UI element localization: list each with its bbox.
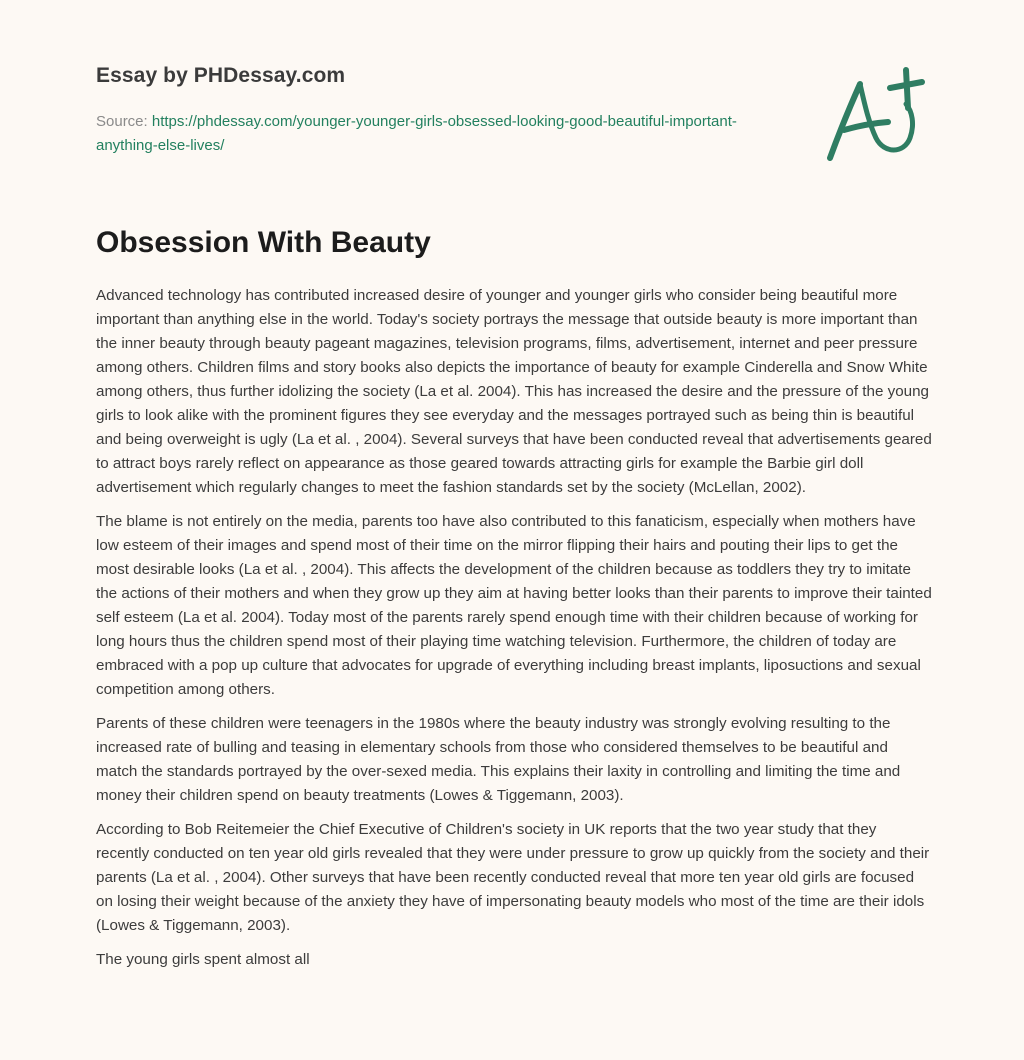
article-title: Obsession With Beauty [96,226,431,259]
source-line [96,110,796,158]
source-label: Source: [96,113,148,130]
site-title: Essay by PHDessay.com [96,64,346,87]
article-paragraph: Parents of these children were teenagers in the 1980s where the beauty industry was strongly evolving resulting to the increased rate of bulling and teasing in elementary schools from those who considered themselves to be beautiful and match the standards portrayed by the over-sexed media. This explains their laxity in controlling and limiting the time and money their children spend on beauty treatments (Lowes & Tiggemann, 2003). [96,715,901,804]
article-body [96,284,932,982]
page-header [96,64,796,158]
a-plus-grade-icon [818,66,930,166]
article-paragraph: The young girls spent almost all [96,951,310,968]
article-paragraph: The blame is not entirely on the media, parents too have also contributed to this fanaticism, especially when mothers have low esteem of their images and spend most of their time on the mirror flipping their hairs and pouting their lips to get the most desirable looks (La et al. , 2004). This affects the development of the children because as toddlers they try to imitate the actions of their mothers and when they grow up they aim at having better looks than their parents to improve their tainted self esteem (La et al. 2004). Today most of the parents rarely spend enough time with their children because of working for long hours thus the children spend most of their playing time watching television. Furthermore, the children of today are embraced with a pop up culture that advocates for upgrade of everything including breast implants, liposuctions and sexual competition among others. [96,513,932,698]
source-link[interactable]: https://phdessay.com/younger-younger-girls-obsessed-looking-good-beautiful-important-anything-else-lives/ [96,113,737,154]
article-paragraph: According to Bob Reitemeier the Chief Executive of Children's society in UK reports that the two year study that they recently conducted on ten year old girls revealed that they were under pressure to grow up quickly from the society and their parents (La et al. , 2004). Other surveys that have been recently conducted reveal that more ten year old girls are focused on losing their weight because of the anxiety they have of impersonating beauty models who most of the time are their idols (Lowes & Tiggemann, 2003). [96,821,930,934]
article-paragraph: Advanced technology has contributed increased desire of younger and younger girls who consider being beautiful more important than anything else in the world. Today's society portrays the message that outside beauty is more important than the inner beauty through beauty pageant magazines, television programs, films, advertisement, internet and peer pressure among others. Children films and story books also depicts the importance of beauty for example Cinderella and Snow White among others, thus further idolizing the society (La et al. 2004). This has increased the desire and the pressure of the young girls to look alike with the prominent figures they see everyday and the messages portrayed such as being thin is beautiful and being overweight is ugly (La et al. , 2004). Several surveys that have been conducted reveal that advertisements geared to attract boys rarely reflect on appearance as those geared towards attracting girls for example the Barbie girl doll advertisement which regularly changes to meet the fashion standards set by the society (McLellan, 2002). [96,287,932,496]
